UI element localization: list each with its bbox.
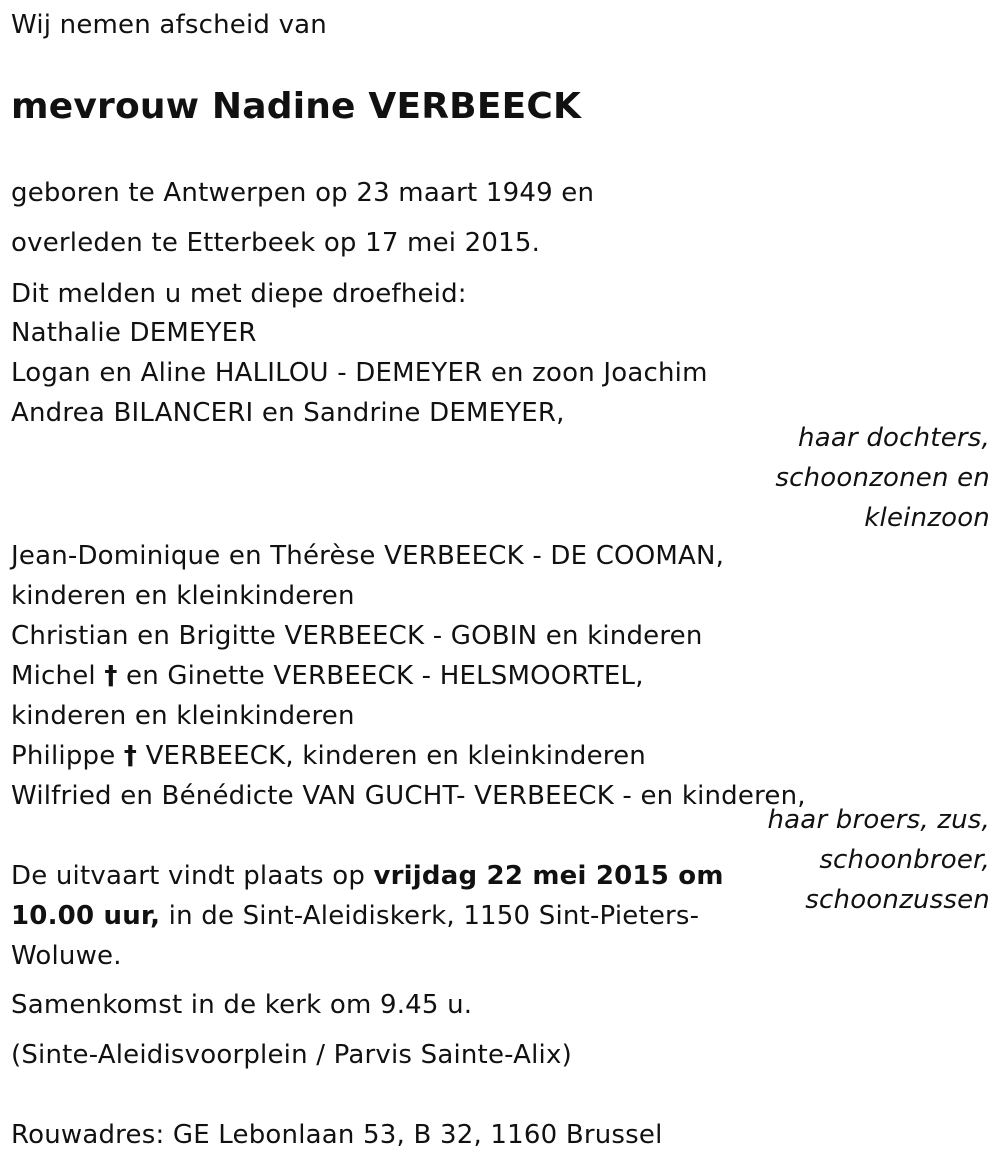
- funeral-line: [11, 901, 699, 931]
- deceased-name: mevrouw Nadine VERBEECK: [11, 86, 582, 127]
- funeral-date: vrijdag 22 mei 2015 om: [373, 861, 724, 891]
- daughters-relation: [775, 418, 990, 538]
- family-line: Jean-Dominique en Thérèse VERBEECK - DE COOMAN,: [11, 541, 725, 571]
- relation-line: schoonbroer,: [819, 845, 990, 875]
- location-line: (Sinte-Aleidisvoorplein / Parvis Sainte-Alix): [11, 1040, 572, 1070]
- family-line: Nathalie DEMEYER: [11, 318, 257, 348]
- funeral-place: in de Sint-Aleidiskerk, 1150 Sint-Pieters-: [160, 901, 700, 931]
- intro-text: Wij nemen afscheid van: [11, 10, 327, 40]
- family-line: Andrea BILANCERI en Sandrine DEMEYER,: [11, 398, 565, 428]
- family-name: Philippe: [11, 741, 124, 771]
- address-line: Rouwadres: GE Lebonlaan 53, B 32, 1160 Brussel: [11, 1120, 663, 1150]
- cross-icon: †: [123, 741, 138, 771]
- family-line: [11, 741, 646, 771]
- family-line: kinderen en kleinkinderen: [11, 581, 355, 611]
- family-name: Michel: [11, 661, 105, 691]
- relation-line: schoonzussen: [805, 885, 990, 915]
- family-name: VERBEECK, kinderen en kleinkinderen: [137, 741, 646, 771]
- family-name: en Ginette VERBEECK - HELSMOORTEL,: [117, 661, 644, 691]
- relation-line: haar broers, zus,: [767, 805, 990, 835]
- family-line: [11, 661, 644, 691]
- family-line: Wilfried en Bénédicte VAN GUCHT- VERBEECK - en kinderen,: [11, 781, 806, 811]
- announcement-line: Dit melden u met diepe droefheid:: [11, 279, 467, 309]
- relation-line: kleinzoon: [864, 503, 990, 533]
- family-line: kinderen en kleinkinderen: [11, 701, 355, 731]
- siblings-relation: [768, 800, 991, 920]
- gathering-line: Samenkomst in de kerk om 9.45 u.: [11, 990, 473, 1020]
- relation-line: haar dochters,: [798, 423, 990, 453]
- funeral-prefix: De uitvaart vindt plaats op: [11, 861, 374, 891]
- family-line: Christian en Brigitte VERBEECK - GOBIN en kinderen: [11, 621, 703, 651]
- funeral-line: [11, 861, 724, 891]
- funeral-time: 10.00 uur,: [11, 901, 161, 931]
- cross-icon: †: [104, 661, 118, 691]
- relation-line: schoonzonen en: [775, 463, 990, 493]
- family-line: Logan en Aline HALILOU - DEMEYER en zoon Joachim: [11, 358, 708, 388]
- birth-line: geboren te Antwerpen op 23 maart 1949 en: [11, 178, 595, 208]
- death-line: overleden te Etterbeek op 17 mei 2015.: [11, 228, 541, 258]
- funeral-line: Woluwe.: [11, 941, 122, 971]
